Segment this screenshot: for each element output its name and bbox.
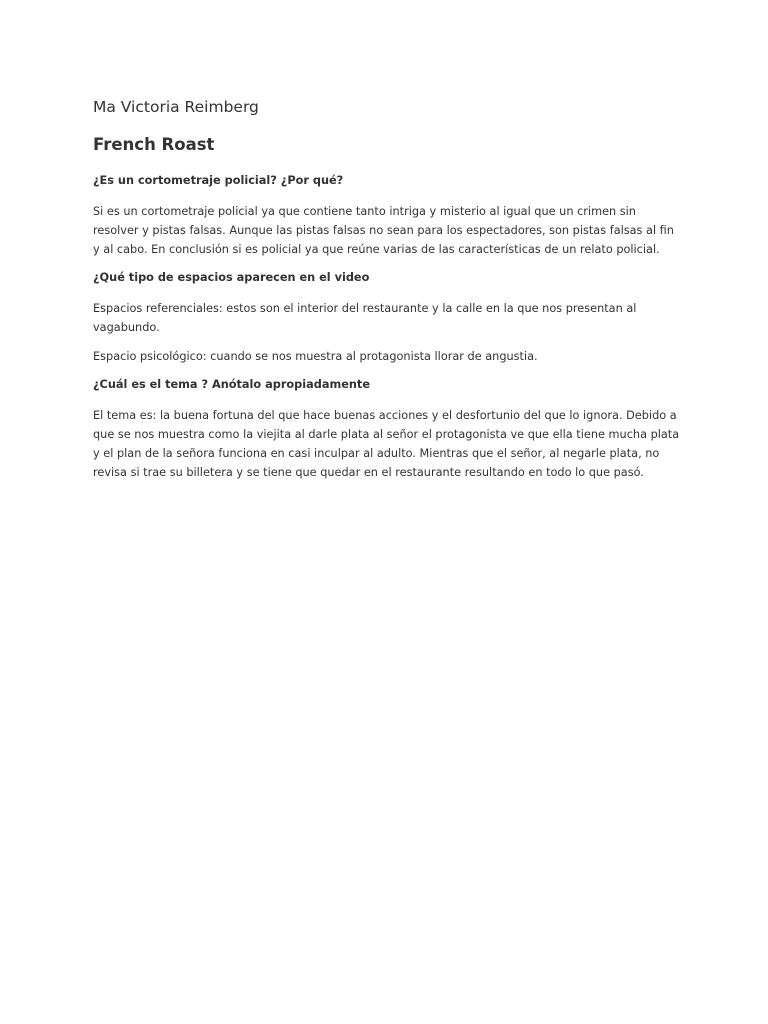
- document-title: French Roast: [93, 135, 215, 154]
- section-question: ¿Qué tipo de espacios aparecen en el video: [93, 271, 370, 284]
- section-1: [93, 172, 683, 259]
- section-question: ¿Cuál es el tema ? Anótalo apropiadamente: [93, 378, 370, 391]
- document-page: [93, 96, 683, 492]
- section-paragraph: Si es un cortometraje policial ya que contiene tanto intriga y misterio al igual que un crimen sin resolver y pistas falsas. Aunque las pistas falsas no sean para los espectadores, son pistas falsas al fin y al cabo. En conclusión si es policial ya que reúne varias de las características de un relato policial.: [93, 205, 674, 256]
- section-paragraph: Espacios referenciales: estos son el interior del restaurante y la calle en la que nos presentan al vagabundo.: [93, 302, 637, 334]
- section-3: [93, 376, 683, 482]
- author-name: Ma Victoria Reimberg: [93, 98, 259, 116]
- section-2: [93, 269, 683, 366]
- section-paragraph: El tema es: la buena fortuna del que hace buenas acciones y el desfortunio del que lo ignora. Debido a que se nos muestra como la viejita al darle plata al señor el protagonista ve que ella tiene mucha plata y el plan de la señora funciona en casi inculpar al adulto. Mientras que el señor, al negarle plata, no revisa si trae su billetera y se tiene que quedar en el restaurante resultando en todo lo que pasó.: [93, 409, 680, 479]
- section-paragraph: Espacio psicológico: cuando se nos muestra al protagonista llorar de angustia.: [93, 350, 538, 363]
- section-question: ¿Es un cortometraje policial? ¿Por qué?: [93, 174, 344, 187]
